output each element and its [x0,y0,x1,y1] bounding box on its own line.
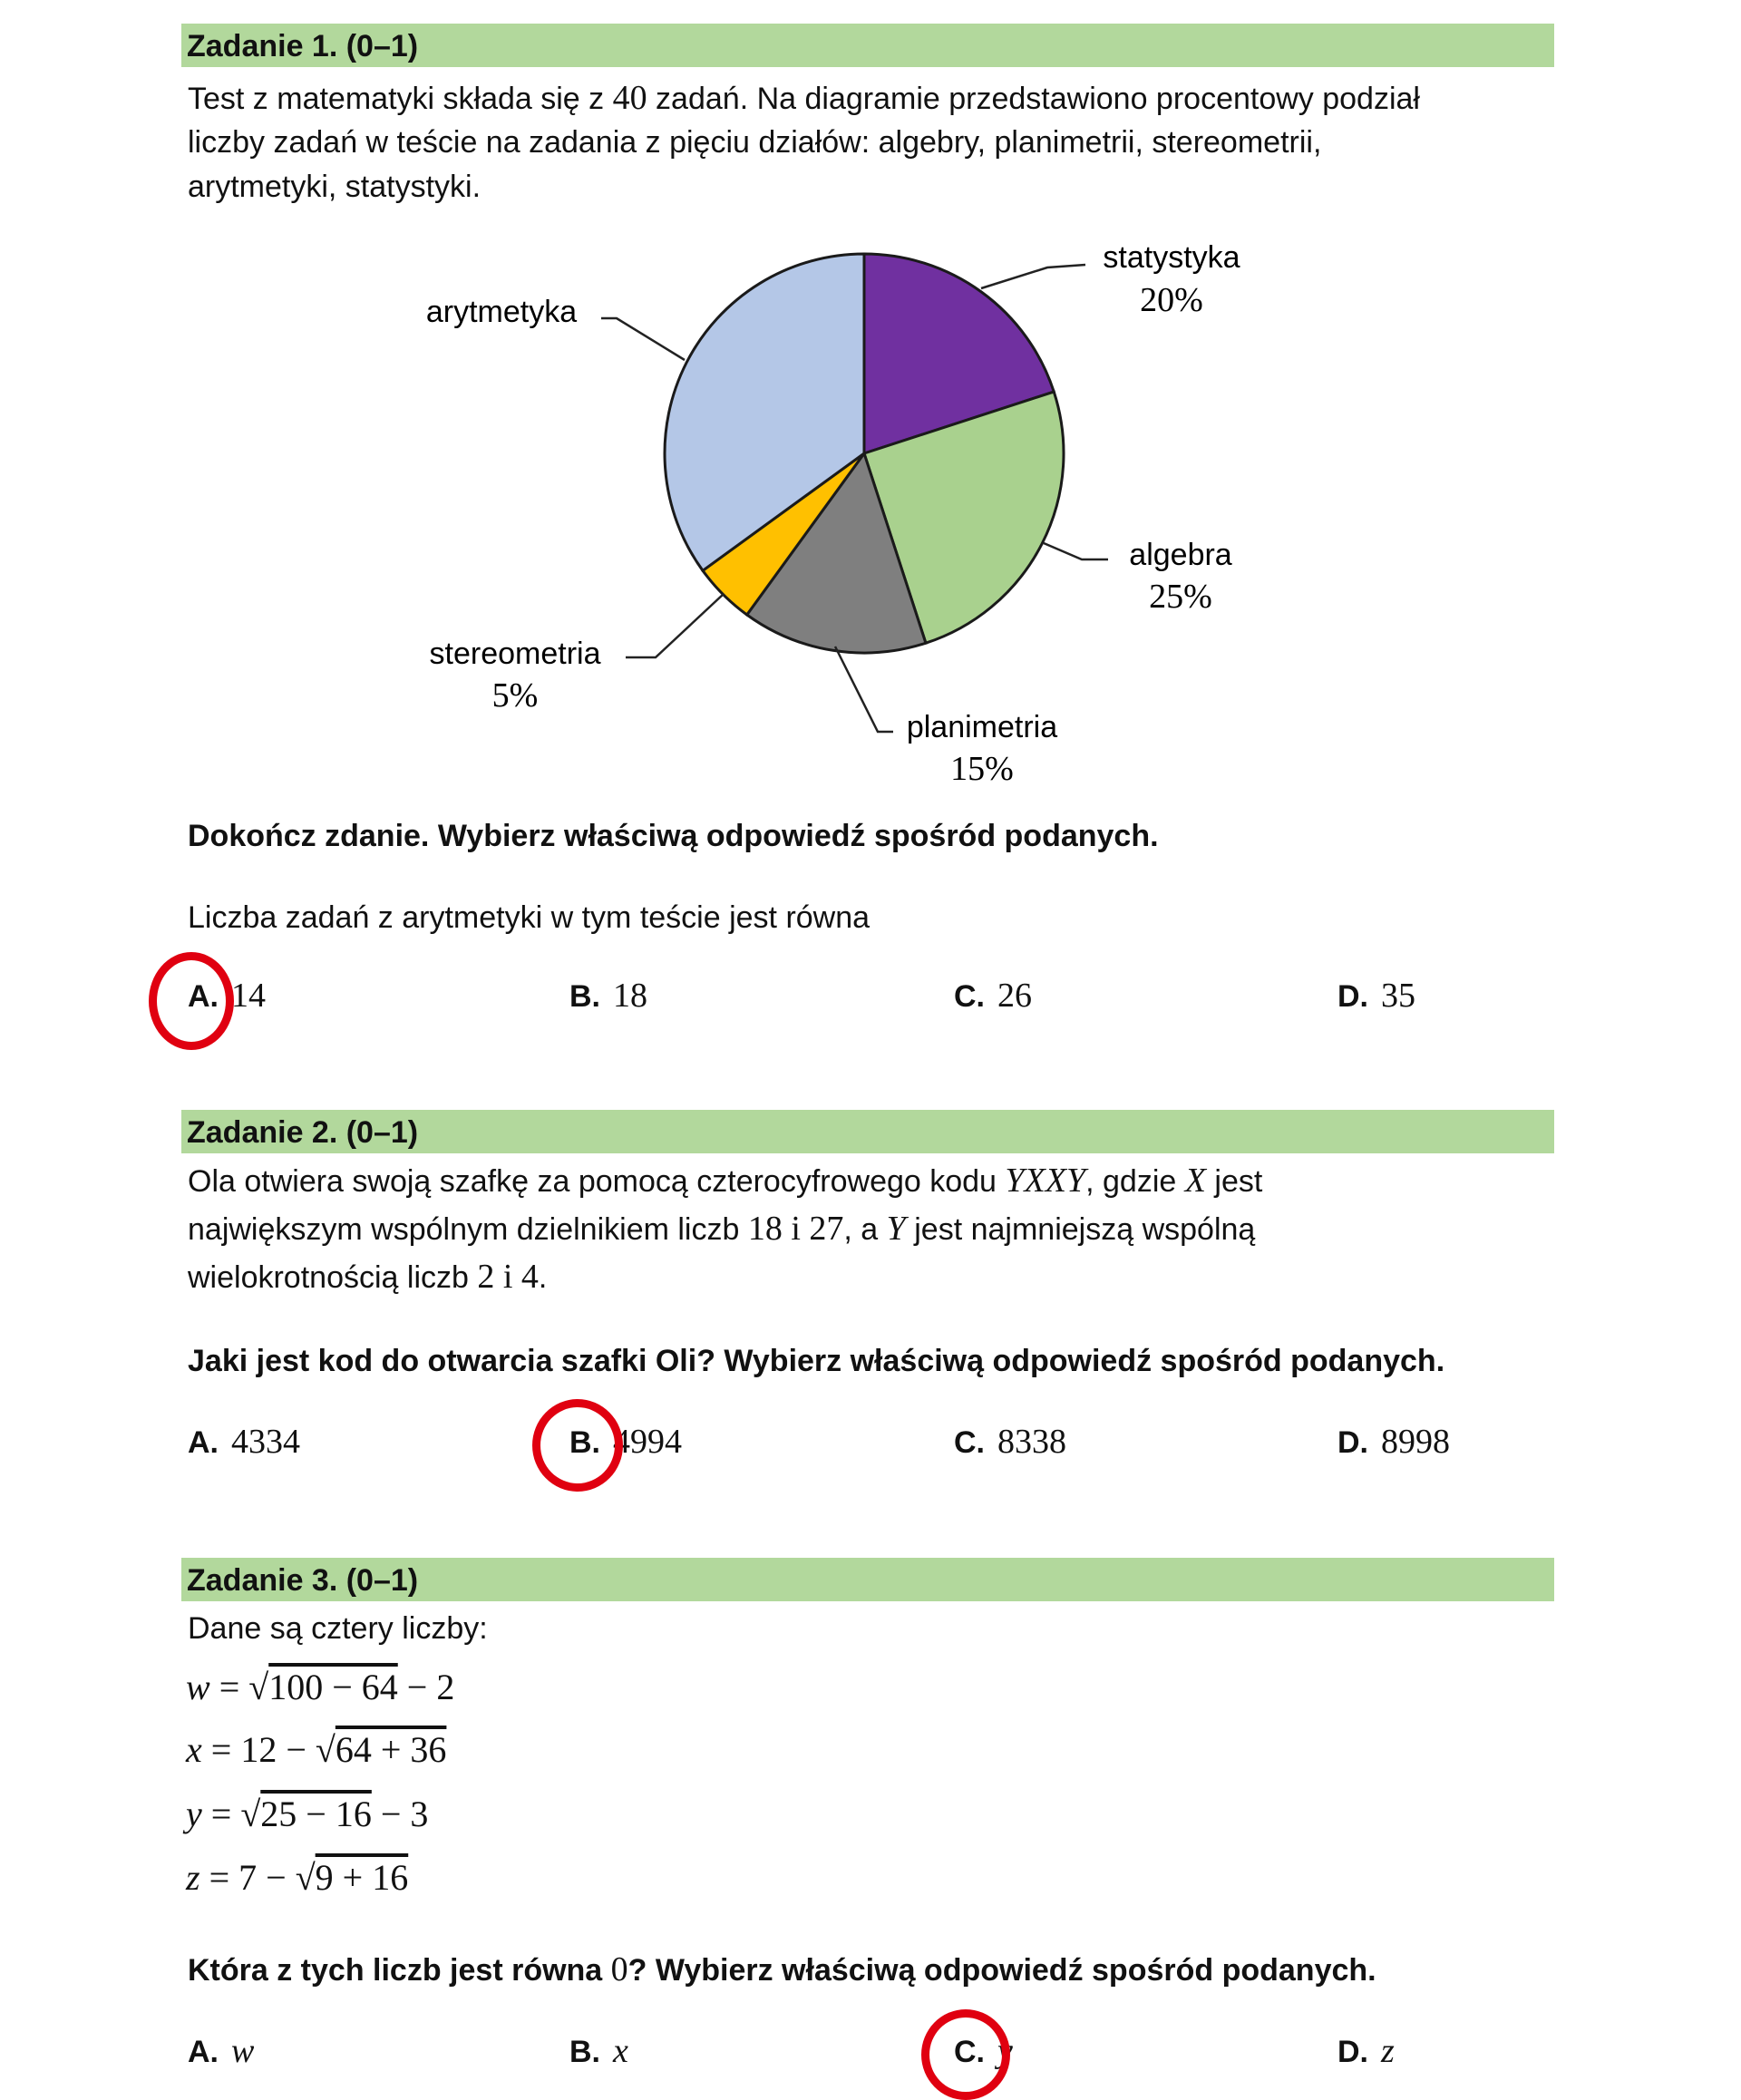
q1-option-a[interactable]: A. 14 [188,977,266,1015]
q1-text-line1: Test z matematyki składa się z 40 zadań. Na diagramie przedstawiono procentowy podział [188,79,1420,117]
leader-line-statystyka [981,265,1085,288]
q1-option-b[interactable]: B. 18 [569,977,647,1015]
q1-instruction: Dokończ zdanie. Wybierz właściwą odpowiedź spośród podanych. [188,819,1159,853]
value-algebra: 25% [1149,578,1212,616]
q1-text-line2: liczby zadań w teście na zadania z pięciu działów: algebry, planimetrii, stereometrii, [188,125,1322,160]
q3-equation-y: y = √25 − 16 − 3 [186,1794,429,1834]
value-stereometria: 5% [491,676,539,715]
leader-line-arytmetyka [601,318,685,360]
value-statystyka: 20% [1140,281,1203,319]
q3-option-a[interactable]: A. w [188,2032,255,2070]
q2-option-d[interactable]: D. 8998 [1337,1423,1450,1461]
q1-stem: Liczba zadań z arytmetyki w tym teście jest równa [188,900,870,935]
q3-intro: Dane są cztery liczby: [188,1611,488,1646]
q3-header-bar [181,1558,1554,1601]
q1-answer-mark-circle [149,952,234,1050]
q3-option-d[interactable]: D. z [1337,2032,1395,2070]
q2-header-bar [181,1110,1554,1153]
q2-code-var: YXXY [1005,1162,1086,1200]
q3-equation-x: x = 12 − √64 + 36 [186,1729,447,1770]
q3-header: Zadanie 3. (0–1) [187,1563,419,1598]
leader-line-algebra [1044,543,1108,559]
q3-equation-z: z = 7 − √9 + 16 [186,1857,409,1898]
q2-text-line3: wielokrotnością liczb 2 i 4. [188,1258,548,1296]
q3-option-c[interactable]: C. y [954,2032,1013,2070]
pie-chart [0,0,1741,816]
q1-option-c[interactable]: C. 26 [954,977,1032,1015]
q2-option-a[interactable]: A. 4334 [188,1423,300,1461]
q2-instruction: Jaki jest kod do otwarcia szafki Oli? Wybierz właściwą odpowiedź spośród podanych. [188,1344,1445,1378]
q2-header: Zadanie 2. (0–1) [187,1115,419,1150]
label-algebra: algebra [1129,538,1232,572]
q2-text-line1: Ola otwiera swoją szafkę za pomocą czterocyfrowego kodu YXXY, gdzie X jest [188,1162,1263,1200]
q1-header: Zadanie 1. (0–1) [187,29,419,63]
q3-option-b[interactable]: B. x [569,2032,628,2070]
label-statystyka: statystyka [1103,240,1240,275]
q2-answer-mark-circle [532,1399,623,1492]
label-arytmetyka: arytmetyka [425,295,578,329]
q1-text-line3: arytmetyki, statystyki. [188,170,481,204]
q2-option-b[interactable]: B. 4994 [569,1423,682,1461]
value-planimetria: 15% [950,750,1014,788]
q1-option-d[interactable]: D. 35 [1337,977,1415,1015]
q2-text-line2: największym wspólnym dzielnikiem liczb 18 i 27, a Y jest najmniejszą wspólną [188,1210,1256,1248]
q3-equation-w: w = √100 − 64 − 2 [186,1667,455,1707]
leader-line-stereometria [626,594,724,657]
leader-line-planimetria [835,647,893,732]
q1-number-40: 40 [612,79,647,117]
label-stereometria: stereometria [429,637,601,671]
q3-answer-mark-circle [921,2009,1010,2100]
q3-instruction: Która z tych liczb jest równa 0? Wybierz właściwą odpowiedź spośród podanych. [188,1950,1376,1988]
q2-option-c[interactable]: C. 8338 [954,1423,1066,1461]
label-planimetria: planimetria [906,710,1058,744]
